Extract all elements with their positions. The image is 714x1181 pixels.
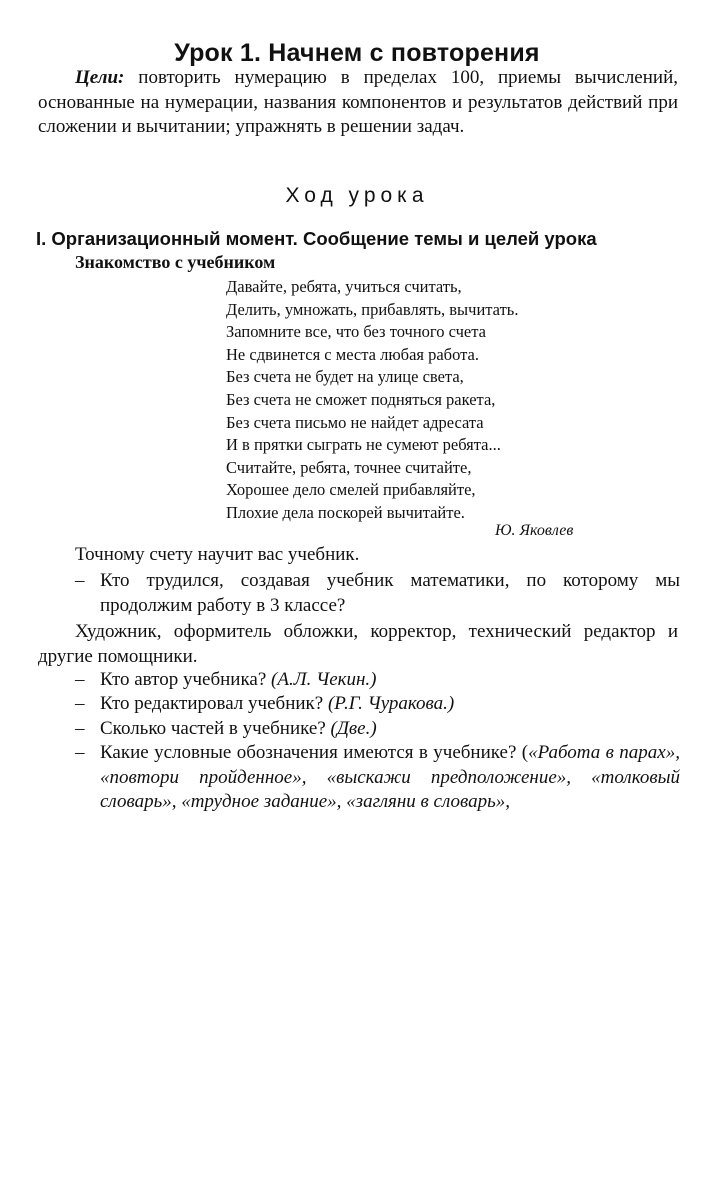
poem-line: Хорошее дело смелей прибавляйте, [226,480,476,500]
poem-author: Ю. Яковлев [495,522,574,539]
question-text: Кто редактировал учебник? [100,693,328,714]
dash-marker: – [75,742,85,763]
poem-line: Запомните все, что без точного счета [226,322,486,342]
dash-marker: – [75,570,85,591]
question-item [75,668,680,693]
answer-text: (Две.) [330,718,377,739]
answer-text: (Р.Г. Чуракова.) [327,693,455,714]
question-text: Кто трудился, создавая учебник математики, по которому мы продолжим работу в 3 классе? [100,570,680,616]
poem-line: Без счета не будет на улице света, [226,367,464,387]
question-item [75,741,680,815]
question-text: Какие условные обозначения имеются в учебнике? ( [100,742,529,763]
question-text: Кто автор учебника? [100,669,272,690]
answer-text: «Работа в парах», «повтори пройденное», «выскажи предположение», «толковый словарь», «трудное задание», «загляни в словарь», [100,742,680,812]
poem-line: Плохие дела поскорей вычитайте. [226,502,465,522]
lesson-progress-heading: Ход урока [285,184,429,207]
dash-marker: – [75,718,85,739]
dash-marker: – [75,669,85,690]
question-text: Сколько частей в учебнике? [100,718,331,739]
poem-line: Без счета письмо не найдет адресата [226,412,484,432]
dash-marker: – [75,693,85,714]
poem [226,276,626,525]
poem-line: Считайте, ребята, точнее считайте, [226,457,472,477]
poem-line: Давайте, ребята, учиться считать, [226,277,462,296]
poem-line: Без счета не сможет подняться ракета, [226,389,496,409]
poem-line: Делить, умножать, прибавлять, вычитать. [226,299,519,319]
question-item [75,569,680,618]
lesson-title: Урок 1. Начнем с повторения [174,38,540,67]
goals-text: повторить нумерацию в пределах 100, приемы вычислений, основанные на нумерации, названия компонентов и результатов действий при сложении и вычитании; упражнять в решении задач. [38,67,678,137]
lesson-goals [38,66,678,140]
answer-text: (А.Л. Чекин.) [271,669,377,690]
poem-line: Не сдвинется с места любая работа. [226,344,479,364]
paragraph-helpers: Художник, оформитель обложки, корректор, технический редактор и другие помощники. [38,621,678,667]
goals-label: Цели: [75,67,125,88]
stage-heading: I. Организационный момент. Сообщение темы и целей урока [36,228,597,249]
question-item [75,717,680,742]
paragraph-textbook: Точному счету научит вас учебник. [75,544,360,565]
sub-heading: Знакомство с учебником [75,252,276,272]
poem-line: И в прятки сыграть не сумеют ребята... [226,435,501,455]
question-item [75,692,680,717]
